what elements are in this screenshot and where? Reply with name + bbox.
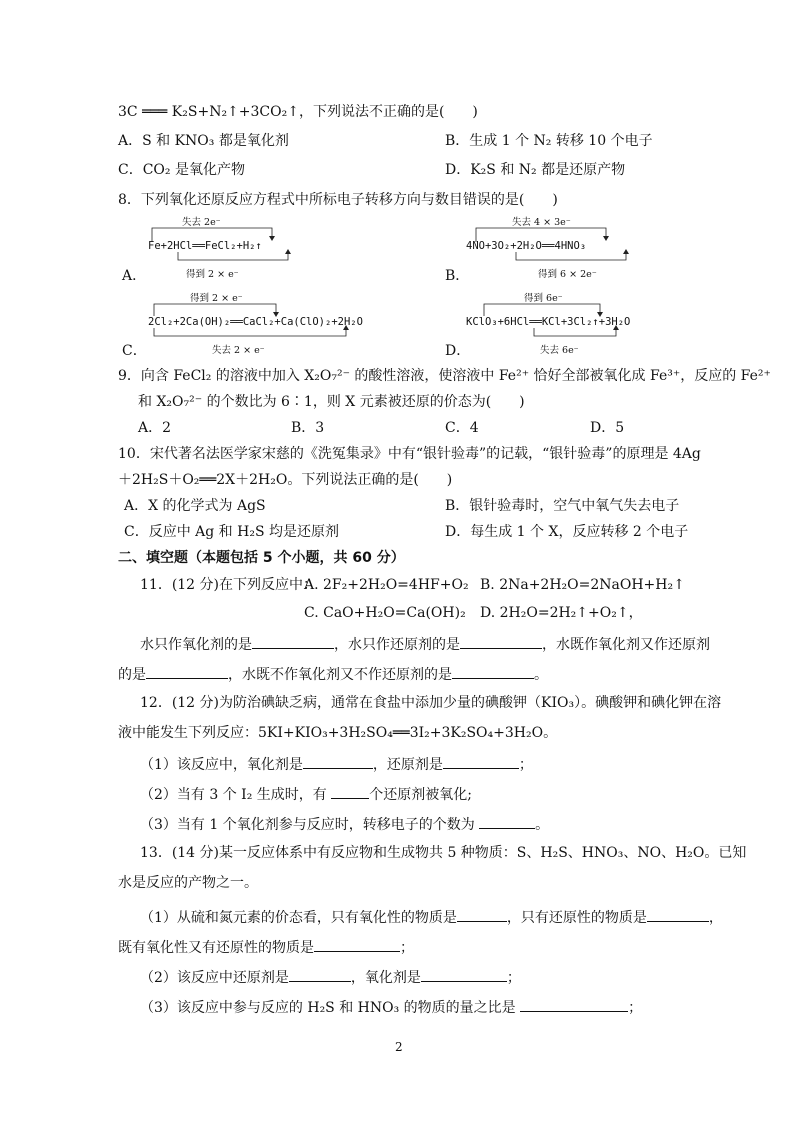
- q13-sub-1-text-d: 既有氧化性又有还原性的物质是: [118, 940, 314, 956]
- q11-answer-blank-4[interactable]: [452, 663, 534, 679]
- q8-c-bottom-label: 失去 2 × e⁻: [212, 345, 265, 356]
- q9-option-b: B．3: [291, 420, 325, 436]
- q8-d-top-label: 得到 6e⁻: [524, 293, 563, 304]
- q11-answer-blank-2[interactable]: [460, 633, 542, 649]
- q9-option-c: C．4: [445, 420, 479, 436]
- q11-intro: 11．(12 分)在下列反应中：: [140, 577, 318, 593]
- q11-reaction-d: D. 2H₂O=2H₂↑+O₂↑，: [480, 605, 643, 621]
- q11-answer-blank-3[interactable]: [146, 663, 228, 679]
- q13-answer-blank-3[interactable]: [314, 936, 400, 952]
- q12-sub-1-text-b: ，还原剂是: [372, 757, 443, 773]
- q13-line-2: 水是反应的产物之一。: [118, 875, 258, 891]
- q7-option-b: B．生成 1 个 N₂ 转移 10 个电子: [445, 133, 653, 149]
- q13-sub-1-cont: [118, 936, 414, 958]
- q12-sub-3-text-b: 。: [535, 817, 550, 833]
- q8-d-bottom-label: 失去 6e⁻: [540, 345, 579, 356]
- q11-text-6: 。: [534, 667, 548, 683]
- q11-reaction-b: B. 2Na+2H₂O=2NaOH+H₂↑: [480, 577, 685, 593]
- q11-text-3: ，水既作氧化剂又作还原剂: [542, 637, 710, 653]
- q9-line-1: 9．向含 FeCl₂ 的溶液中加入 X₂O₇²⁻ 的酸性溶液，使溶液中 Fe²⁺ 恰好全部被氧化成 Fe³⁺，反应的 Fe²⁺: [118, 368, 771, 384]
- q12-answer-blank-1[interactable]: [303, 753, 373, 769]
- q11-text-4: 的是: [118, 667, 146, 683]
- q8-b-top-label: 失去 4 × 3e⁻: [512, 217, 571, 228]
- page-number: 2: [395, 1040, 403, 1054]
- q13-sub-3-text-b: ；: [628, 1000, 643, 1016]
- q13-answer-blank-4[interactable]: [289, 966, 351, 982]
- q13-line-1: 13．(14 分)某一反应体系中有反应物和生成物共 5 种物质：S、H₂S、HNO₃、NO、H₂O。已知: [140, 845, 747, 861]
- q13-sub-3-text-a: （3）该反应中参与反应的 H₂S 和 HNO₃ 的物质的量之比是: [140, 1000, 521, 1016]
- q12-answer-blank-2[interactable]: [443, 753, 519, 769]
- q10-option-b: B．银针验毒时，空气中氧气失去电子: [445, 498, 680, 514]
- q8-stem: 8．下列氧化还原反应方程式中所标电子转移方向与数目错误的是( ): [118, 192, 558, 208]
- q11-blank-line-2: [118, 663, 548, 685]
- q10-option-c: C．反应中 Ag 和 H₂S 均是还原剂: [124, 524, 339, 540]
- q8-c-equation: 2Cl₂+2Ca(OH)₂══CaCl₂+Ca(ClO)₂+2H₂O: [148, 316, 363, 328]
- q13-answer-blank-5[interactable]: [421, 966, 507, 982]
- q13-sub-1-text-b: ，只有还原性的物质是: [506, 910, 647, 926]
- q9-line-2: 和 X₂O₇²⁻ 的个数比为 6∶1，则 X 元素被还原的价态为( ): [138, 394, 525, 410]
- q12-sub-1: [140, 753, 533, 775]
- q8-a-equation: Fe+2HCl══FeCl₂+H₂↑: [148, 240, 262, 252]
- q11-text-1: 水只作氧化剂的是: [140, 637, 252, 653]
- q13-sub-3: [140, 996, 642, 1018]
- q9-option-a: A．2: [138, 420, 172, 436]
- q8-b-label: B．: [445, 268, 470, 284]
- q12-answer-blank-4[interactable]: [479, 813, 535, 829]
- q11-reaction-a: A. 2F₂+2H₂O=4HF+O₂: [304, 577, 469, 593]
- q13-answer-blank-2[interactable]: [647, 906, 709, 922]
- q13-sub-2-text-c: ；: [506, 970, 521, 986]
- q13-sub-2: [140, 966, 521, 988]
- q11-text-2: ，水只作还原剂的是: [334, 637, 460, 653]
- q11-reaction-c: C. CaO+H₂O=Ca(OH)₂: [304, 605, 466, 621]
- q13-sub-2-text-a: （2）该反应中还原剂是: [140, 970, 289, 986]
- q13-sub-1: [140, 906, 723, 928]
- q12-sub-2: [140, 783, 472, 805]
- q10-line-1: 10．宋代著名法医学家宋慈的《洗冤集录》中有“银针验毒”的记载，“银针验毒”的原理是 4Ag: [118, 446, 701, 462]
- q12-sub-3-text-a: （3）当有 1 个氧化剂参与反应时，转移电子的个数为: [140, 817, 480, 833]
- q13-answer-blank-1[interactable]: [457, 906, 507, 922]
- q10-option-a: A．X 的化学式为 AgS: [124, 498, 266, 514]
- q12-sub-3: [140, 813, 549, 835]
- q12-sub-2-text-b: 个还原剂被氧化;: [369, 787, 472, 803]
- q7-option-a: A．S 和 KNO₃ 都是氧化剂: [118, 133, 289, 149]
- q11-blank-line-1: [140, 633, 710, 655]
- q13-sub-1-text-a: （1）从硫和氮元素的价态看，只有氧化性的物质是: [140, 910, 457, 926]
- q8-c-label: C．: [122, 343, 147, 359]
- section-2-heading: 二、填空题（本题包括 5 个小题，共 60 分）: [118, 550, 405, 566]
- q13-answer-blank-6[interactable]: [520, 996, 628, 1012]
- q12-sub-2-text-a: （2）当有 3 个 I₂ 生成时，有: [140, 787, 332, 803]
- q8-b-equation: 4NO+3O₂+2H₂O══4HNO₃: [466, 240, 587, 252]
- q12-answer-blank-3[interactable]: [331, 783, 369, 799]
- q11-text-5: ，水既不作氧化剂又不作还原剂的是: [228, 667, 452, 683]
- q9-option-d: D．5: [590, 420, 625, 436]
- q8-b-bottom-label: 得到 6 × 2e⁻: [538, 269, 597, 280]
- q8-a-top-label: 失去 2e⁻: [182, 217, 221, 228]
- q8-a-bottom-label: 得到 2 × e⁻: [186, 269, 239, 280]
- q12-line-1: 12．(12 分)为防治碘缺乏病，通常在食盐中添加少量的碘酸钾（KIO₃）。碘酸钾和碘化钾在溶: [140, 695, 722, 711]
- q7-option-d: D．K₂S 和 N₂ 都是还原产物: [445, 162, 626, 178]
- q10-line-2: ＋2H₂S＋O₂══2X＋2H₂O。下列说法正确的是( ): [118, 472, 453, 488]
- q8-a-label: A．: [122, 268, 147, 284]
- q8-c-top-label: 得到 2 × e⁻: [190, 293, 243, 304]
- q13-sub-1-text-e: ；: [400, 940, 414, 956]
- q13-sub-1-text-c: ，: [708, 910, 723, 926]
- q11-answer-blank-1[interactable]: [252, 633, 334, 649]
- q12-sub-1-text-c: ；: [518, 757, 533, 773]
- q12-sub-1-text-a: （1）该反应中，氧化剂是: [140, 757, 303, 773]
- q7-stem: 3C ═══ K₂S+N₂↑+3CO₂↑，下列说法不正确的是( ): [118, 104, 478, 120]
- q12-line-2: 液中能发生下列反应：5KI+KIO₃+3H₂SO₄══3I₂+3K₂SO₄+3H₂O。: [118, 725, 558, 741]
- q10-option-d: D．每生成 1 个 X，反应转移 2 个电子: [445, 524, 689, 540]
- q8-d-equation: KClO₃+6HCl══KCl+3Cl₂↑+3H₂O: [466, 316, 631, 328]
- q13-sub-2-text-b: ，氧化剂是: [350, 970, 421, 986]
- q7-option-c: C．CO₂ 是氧化产物: [118, 162, 245, 178]
- q8-d-label: D．: [445, 343, 471, 359]
